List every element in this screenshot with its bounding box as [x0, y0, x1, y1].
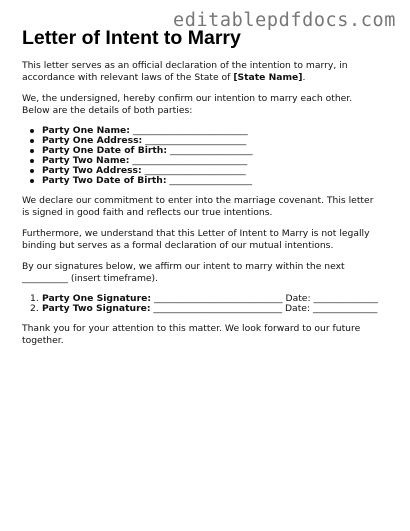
- affirm-paragraph: By our signatures below, we affirm our intent to marry within the next __________ (insert timeframe).: [22, 261, 345, 284]
- intro-paragraph: [22, 60, 382, 84]
- signature-number: 2.: [30, 303, 39, 314]
- undersigned-paragraph: We, the undersigned, hereby confirm our intention to marry each other. Below are the details of both parties:: [22, 93, 353, 116]
- party-one-address-blank: ______________________: [142, 135, 247, 146]
- party-one-date-blank: ______________: [313, 293, 378, 304]
- party-one-signature-label: Party One Signature:: [42, 293, 152, 304]
- party-one-name-label: Party One Name:: [42, 125, 130, 136]
- watermark: editablepdfdocs.com: [172, 10, 396, 31]
- party-two-dob-blank: __________________: [166, 175, 253, 186]
- not-binding-paragraph: Furthermore, we understand that this Letter of Intent to Marry is not legally binding but serves as a formal declaration of our mutual intentions.: [22, 228, 370, 251]
- signature-list: [22, 294, 382, 314]
- letter-body: [22, 60, 382, 356]
- date-label: Date:: [282, 293, 314, 304]
- state-placeholder: [State Name]: [233, 72, 303, 83]
- list-item: [42, 176, 382, 186]
- party-one-signature-blank: ____________________________: [151, 293, 283, 304]
- party-two-dob-label: Party Two Date of Birth:: [42, 175, 167, 186]
- intro-period: .: [302, 72, 306, 83]
- party-one-dob-label: Party One Date of Birth:: [42, 145, 168, 156]
- signature-number: 1.: [30, 293, 39, 304]
- party-two-name-label: Party Two Name:: [42, 155, 130, 166]
- date-label: Date:: [282, 303, 313, 314]
- party-two-name-blank: _________________________: [129, 155, 248, 166]
- party-details-list: [22, 126, 382, 186]
- party-one-dob-blank: __________________: [167, 145, 253, 156]
- party-one-name-blank: _________________________: [129, 125, 248, 136]
- closing-paragraph: Thank you for your attention to this matter. We look forward to our future together.: [22, 323, 361, 346]
- party-two-address-label: Party Two Address:: [42, 165, 142, 176]
- party-one-address-label: Party One Address:: [42, 135, 143, 146]
- page-title: Letter of Intent to Marry: [22, 27, 241, 49]
- party-two-address-blank: ______________________: [141, 165, 246, 176]
- intro-text: This letter serves as an official declaration of the intention to marry, in accordance with relevant laws of the State of: [22, 60, 348, 83]
- list-item: [30, 303, 382, 314]
- party-two-date-blank: ______________: [312, 303, 378, 314]
- party-two-signature-blank: ____________________________: [150, 303, 283, 314]
- party-two-signature-label: Party Two Signature:: [42, 303, 151, 314]
- commitment-paragraph: We declare our commitment to enter into the marriage covenant. This letter is signed in good faith and reflects our true intentions.: [22, 195, 374, 218]
